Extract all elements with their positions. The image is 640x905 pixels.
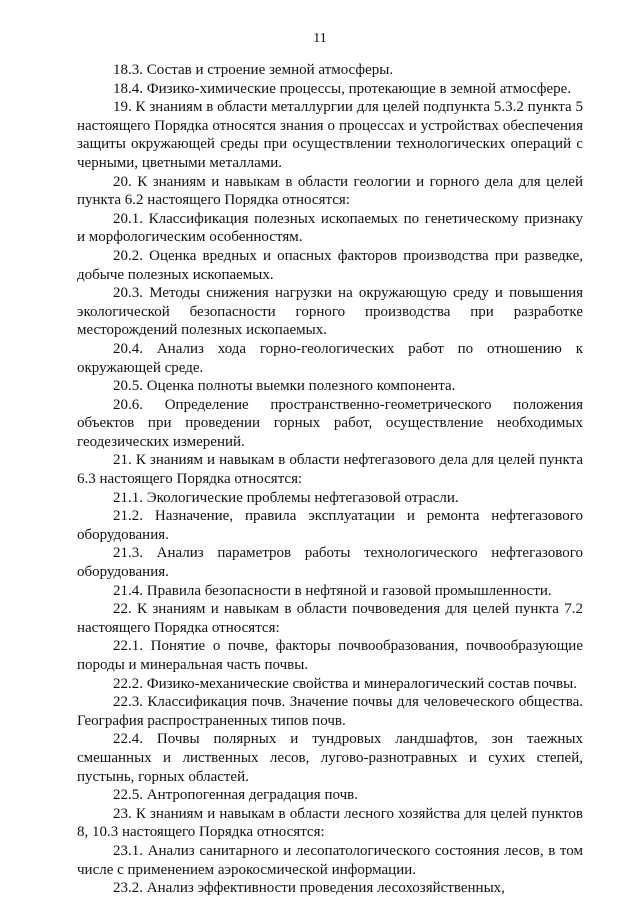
paragraph-22-5: 22.5. Антропогенная деградация почв. — [113, 787, 358, 804]
paragraph-20-6: 20.6. Определение пространственно-геометрического положения объектов при проведении горных работ, осуществление необходимых геодезических измерений. — [77, 396, 583, 450]
paragraph-23-2: 23.2. Анализ эффективности проведения лесохозяйственных, — [113, 880, 505, 897]
paragraph-20-4: 20.4. Анализ хода горно-геологических работ по отношению к окружающей среде. — [77, 340, 583, 376]
paragraph-21-2: 21.2. Назначение, правила эксплуатации и ремонта нефтегазового оборудования. — [77, 508, 583, 543]
paragraph-23: 23. К знаниям и навыкам в области лесного хозяйства для целей пунктов 8, 10.3 настоящего Порядка относятся: — [77, 805, 583, 841]
paragraph-20: 20. К знаниям и навыкам в области геологии и горного дела для целей пункта 6.2 настоящего Порядка относятся: — [77, 173, 583, 209]
document-body — [77, 61, 583, 898]
paragraph-22-3: 22.3. Классификация почв. Значение почвы для человеческого общества. География распространенных типов почв. — [77, 694, 583, 729]
paragraph-20-3: 20.3. Методы снижения нагрузки на окружающую среду и повышения экологической безопасности горного производства при разработке месторождений полезных ископаемых. — [77, 285, 583, 339]
paragraph-20-5: 20.5. Оценка полноты выемки полезного компонента. — [113, 378, 456, 395]
page-number: 11 — [313, 31, 327, 46]
paragraph-21-3: 21.3. Анализ параметров работы технологического нефтегазового оборудования. — [77, 545, 583, 581]
paragraph-22-2: 22.2. Физико-механические свойства и минералогический состав почвы. — [113, 675, 577, 692]
paragraph-21: 21. К знаниям и навыкам в области нефтегазового дела для целей пункта 6.3 настоящего Порядка относятся: — [77, 452, 583, 488]
paragraph-18-3: 18.3. Состав и строение земной атмосферы. — [113, 62, 394, 78]
paragraph-22-1: 22.1. Понятие о почве, факторы почвообразования, почвообразующие породы и минеральная часть почвы. — [77, 638, 583, 673]
paragraph-21-1: 21.1. Экологические проблемы нефтегазовой отрасли. — [113, 489, 459, 506]
paragraph-19: 19. К знаниям в области металлургии для целей подпункта 5.3.2 пункта 5 настоящего Порядка относятся знания о процессах и устройствах обеспечения защиты окружающей среды при осуществлении технологических операций с черными, цветными металлами. — [77, 99, 583, 171]
paragraph-21-4: 21.4. Правила безопасности в нефтяной и газовой промышленности. — [113, 582, 552, 599]
paragraph-23-1: 23.1. Анализ санитарного и лесопатологического состояния лесов, в том числе с применением аэрокосмической информации. — [77, 842, 583, 878]
paragraph-22: 22. К знаниям и навыкам в области почвоведения для целей пункта 7.2 настоящего Порядка относятся: — [77, 601, 583, 636]
paragraph-18-4: 18.4. Физико-химические процессы, протекающие в земной атмосфере. — [113, 80, 572, 97]
paragraph-20-1: 20.1. Классификация полезных ископаемых по генетическому признаку и морфологическим особенностям. — [77, 210, 583, 246]
paragraph-22-4: 22.4. Почвы полярных и тундровых ландшафтов, зон таежных смешанных и лиственных лесов, лугово-разнотравных и сухих степей, пустынь, горных областей. — [77, 731, 583, 785]
paragraph-20-2: 20.2. Оценка вредных и опасных факторов производства при разведке, добыче полезных ископаемых. — [77, 247, 583, 283]
